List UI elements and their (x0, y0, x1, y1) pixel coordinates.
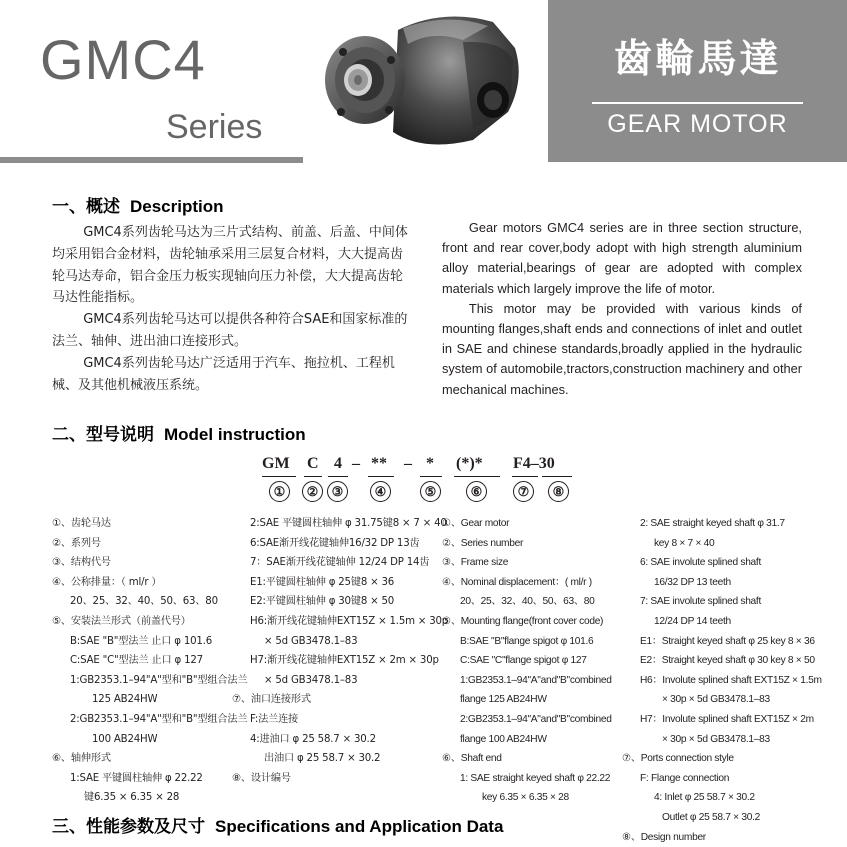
legend-item: B:SAE "B"flange spigot φ 101.6 (442, 632, 612, 652)
legend-item: 1:GB2353.1–94"A"型和"B"型组合法兰 (52, 671, 247, 691)
series-title: Series (166, 110, 262, 144)
legend-item: 4:进油口 φ 25 58.7 × 30.2 (232, 730, 448, 750)
code-underline (368, 476, 394, 477)
legend-item: ⑧、设计编号 (232, 769, 448, 789)
cn-legend-col2 (232, 514, 448, 788)
legend-item: × 5d GB3478.1–83 (232, 671, 448, 691)
legend-item: ⑥、Shaft end (442, 749, 612, 769)
legend-item: F: Flange connection (622, 769, 822, 789)
code-number: ⑥ (466, 481, 487, 502)
panel-divider (592, 102, 803, 104)
legend-item: ⑦、Ports connection style (622, 749, 822, 769)
code-ports-design: F4–30 (513, 455, 555, 473)
specs-heading-cn: 三、性能参数及尺寸 (52, 817, 205, 837)
legend-item: 7：SAE渐开线花键轴伸 12/24 DP 14齿 (232, 553, 448, 573)
code-number: ② (302, 481, 323, 502)
code-dash: – (404, 455, 412, 473)
legend-item: C:SAE "C"型法兰 止口 φ 127 (52, 651, 247, 671)
legend-item: 2:GB2353.1–94"A"and"B"combined (442, 710, 612, 730)
title-panel (548, 0, 847, 162)
model-heading (52, 426, 306, 444)
legend-item: flange 125 AB24HW (442, 690, 612, 710)
legend-item: 20、25、32、40、50、63、80 (52, 592, 247, 612)
cn-paragraph: GMC4系列齿轮马达广泛适用于汽车、拖拉机、工程机械、及其他机械液压系统。 (52, 353, 410, 397)
gear-motor-illustration (303, 0, 548, 162)
legend-item: × 30p × 5d GB3478.1–83 (622, 730, 822, 750)
legend-item: 6:SAE渐开线花键轴伸16/32 DP 13齿 (232, 534, 448, 554)
en-legend-col2 (622, 514, 822, 847)
legend-item: key 6.35 × 6.35 × 28 (442, 788, 612, 808)
en-legend-col1 (442, 514, 612, 808)
gear-motor-photo (303, 0, 548, 162)
code-number: ① (269, 481, 290, 502)
code-number: ⑤ (420, 481, 441, 502)
code-dash: – (352, 455, 360, 473)
legend-item: 16/32 DP 13 teeth (622, 573, 822, 593)
legend-item: E2:平键圆柱轴伸 φ 30键8 × 50 (232, 592, 448, 612)
code-shaft: (*)* (456, 455, 483, 473)
code-number: ⑧ (548, 481, 569, 502)
specs-heading (52, 818, 503, 836)
legend-item: 6: SAE involute splined shaft (622, 553, 822, 573)
description-en (442, 218, 802, 400)
legend-item: ⑧、Design number (622, 828, 822, 847)
description-heading-en: Description (130, 197, 224, 216)
cn-legend-col1 (52, 514, 247, 808)
description-heading-cn: 一、概述 (52, 197, 120, 217)
legend-item: 1:SAE 平键圆柱轴伸 φ 22.22 (52, 769, 247, 789)
legend-item: 2: SAE straight keyed shaft φ 31.7 (622, 514, 822, 534)
legend-item: E1:平键圆柱轴伸 φ 25键8 × 36 (232, 573, 448, 593)
legend-item: ⑤、Mounting flange(front cover code) (442, 612, 612, 632)
legend-item: ⑤、安装法兰形式（前盖代号） (52, 612, 247, 632)
legend-item: 12/24 DP 14 teeth (622, 612, 822, 632)
legend-item: ④、Nominal displacement：( ml/r ) (442, 573, 612, 593)
code-underline (328, 476, 348, 477)
legend-item: × 30p × 5d GB3478.1–83 (622, 690, 822, 710)
legend-item: ④、公称排量：（ ml/r ） (52, 573, 247, 593)
legend-item: 1:GB2353.1–94"A"and"B"combined (442, 671, 612, 691)
code-c: C (307, 455, 319, 473)
cn-paragraph: GMC4系列齿轮马达为三片式结构、前盖、后盖、中间体均采用铝合金材料，齿轮轴承采用三层复合材料，大大提高齿轮马达寿命，铝合金压力板实现轴向压力补偿，大大提高齿轮马达性能指标。 (52, 222, 410, 309)
legend-item: ①、Gear motor (442, 514, 612, 534)
legend-item: 出油口 φ 25 58.7 × 30.2 (232, 749, 448, 769)
code-number: ③ (327, 481, 348, 502)
model-heading-cn: 二、型号说明 (52, 425, 154, 445)
legend-item: C:SAE "C"flange spigot φ 127 (442, 651, 612, 671)
code-4: 4 (334, 455, 342, 473)
legend-item: Outlet φ 25 58.7 × 30.2 (622, 808, 822, 828)
legend-item: 1: SAE straight keyed shaft φ 22.22 (442, 769, 612, 789)
en-paragraph: Gear motors GMC4 series are in three section structure, front and rear cover,body adopt with high strength aluminium alloy material,bearings of gear are adopted with complex materials which largely improve the life of motor. (442, 218, 802, 299)
legend-item: F:法兰连接 (232, 710, 448, 730)
legend-item: 4: Inlet φ 25 58.7 × 30.2 (622, 788, 822, 808)
code-underline (542, 476, 572, 477)
legend-item: ③、Frame size (442, 553, 612, 573)
code-underline (454, 476, 500, 477)
code-displacement: ** (371, 455, 387, 473)
legend-item: H7：Involute splined shaft EXT15Z × 2m (622, 710, 822, 730)
legend-item: E1：Straight keyed shaft φ 25 key 8 × 36 (622, 632, 822, 652)
cn-paragraph: GMC4系列齿轮马达可以提供各种符合SAE和国家标准的法兰、轴伸、进出油口连接形式。 (52, 309, 410, 353)
description-heading (52, 198, 224, 216)
legend-item: ⑥、轴伸形式 (52, 749, 247, 769)
code-underline (262, 476, 296, 477)
description-cn (52, 222, 410, 396)
header-divider (0, 157, 303, 163)
legend-item: H6：Involute splined shaft EXT15Z × 1.5m (622, 671, 822, 691)
code-underline (512, 476, 538, 477)
legend-item: ②、系列号 (52, 534, 247, 554)
legend-item: ③、结构代号 (52, 553, 247, 573)
code-number: ⑦ (513, 481, 534, 502)
code-flange: * (426, 455, 434, 473)
model-heading-en: Model instruction (164, 425, 306, 444)
legend-item: ②、Series number (442, 534, 612, 554)
legend-item: 125 AB24HW (52, 690, 247, 710)
legend-item: H7:渐开线花键轴伸EXT15Z × 2m × 30p (232, 651, 448, 671)
code-gm: GM (262, 455, 290, 473)
legend-item: 7: SAE involute splined shaft (622, 592, 822, 612)
legend-item: × 5d GB3478.1–83 (232, 632, 448, 652)
legend-item: 100 AB24HW (52, 730, 247, 750)
legend-item: 20、25、32、40、50、63、80 (442, 592, 612, 612)
legend-item: B:SAE "B"型法兰 止口 φ 101.6 (52, 632, 247, 652)
legend-item: key 8 × 7 × 40 (622, 534, 822, 554)
legend-item: 2:GB2353.1–94"A"型和"B"型组合法兰 (52, 710, 247, 730)
legend-item: 2:SAE 平键圆柱轴伸 φ 31.75键8 × 7 × 40 (232, 514, 448, 534)
en-paragraph: This motor may be provided with various kinds of mounting flanges,shaft ends and connections of inlet and outlet in SAE and chinese standards,broadly applied in the hydraulic system of automobile,tractors,construction machinery and other mechanical machines. (442, 299, 802, 400)
legend-item: 键6.35 × 6.35 × 28 (52, 788, 247, 808)
code-underline (304, 476, 322, 477)
code-underline (420, 476, 442, 477)
legend-item: flange 100 AB24HW (442, 730, 612, 750)
cn-product-title: 齒輪馬達 (548, 40, 847, 79)
en-product-title: GEAR MOTOR (548, 110, 847, 139)
model-title: GMC4 (40, 32, 206, 88)
specs-heading-en: Specifications and Application Data (215, 817, 503, 836)
legend-item: E2：Straight keyed shaft φ 30 key 8 × 50 (622, 651, 822, 671)
legend-item: ⑦、油口连接形式 (232, 690, 448, 710)
legend-item: H6:渐开线花键轴伸EXT15Z × 1.5m × 30p (232, 612, 448, 632)
code-number: ④ (370, 481, 391, 502)
legend-item: ①、齿轮马达 (52, 514, 247, 534)
